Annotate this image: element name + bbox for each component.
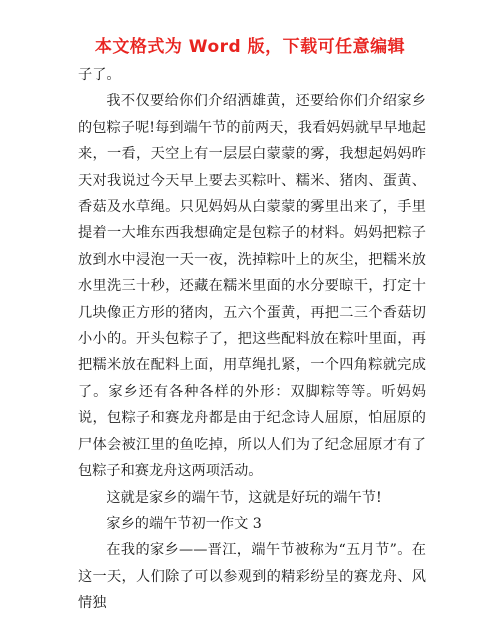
- paragraph-continuation: 子了。: [78, 67, 121, 83]
- paragraph-jinjiang: 在我的家乡——晋江，端午节被称为“五月节”。在这一天，人们除了可以参观到的精彩纷呈的赛龙舟、风情独: [78, 542, 426, 612]
- paragraph-conclusion: 这就是家乡的端午节，这就是好玩的端午节!: [106, 489, 382, 506]
- paragraph-zongzi: 我不仅要给你们介绍洒雄黄，还要给你们介绍家乡的包粽子呢!每到端午节的前两天，我看妈妈就早早地起来，一看，天空上有一层层白蒙蒙的雾，我想起妈妈昨天对我说过今天早上要去买粽叶、糯米、猪肉、蛋黄、香菇及水草绳。只见妈妈从白蒙蒙的雾里出来了，手里提着一大堆东西我想确定是包粽子的材料。妈妈把粽子放到水中浸泡一天一夜，洗掉粽叶上的灰尘，把糯米放水里洗三十秒，还藏在糯米里面的水分要晾干，打定十几块像正方形的猪肉，五六个蛋黄，再把二三个香菇切小小的。开头包粽子了，把这些配料放在粽叶里面，再把糯米放在配料上面，用草绳扎紧，一个四角粽就完成了。家乡还有各种各样的外形：双脚粽等等。听妈妈说，包粽子和赛龙舟都是由于纪念诗人屈原，怕屈原的尸体会被江里的鱼吃掉，所以人们为了纪念屈原才有了包粽子和赛龙舟这两项活动。: [78, 93, 426, 480]
- essay-subtitle: 家乡的端午节初一作文 3: [106, 515, 262, 532]
- word-format-banner: 本文格式为 Word 版，下载可任意编辑: [94, 37, 406, 57]
- document-body: [78, 62, 426, 617]
